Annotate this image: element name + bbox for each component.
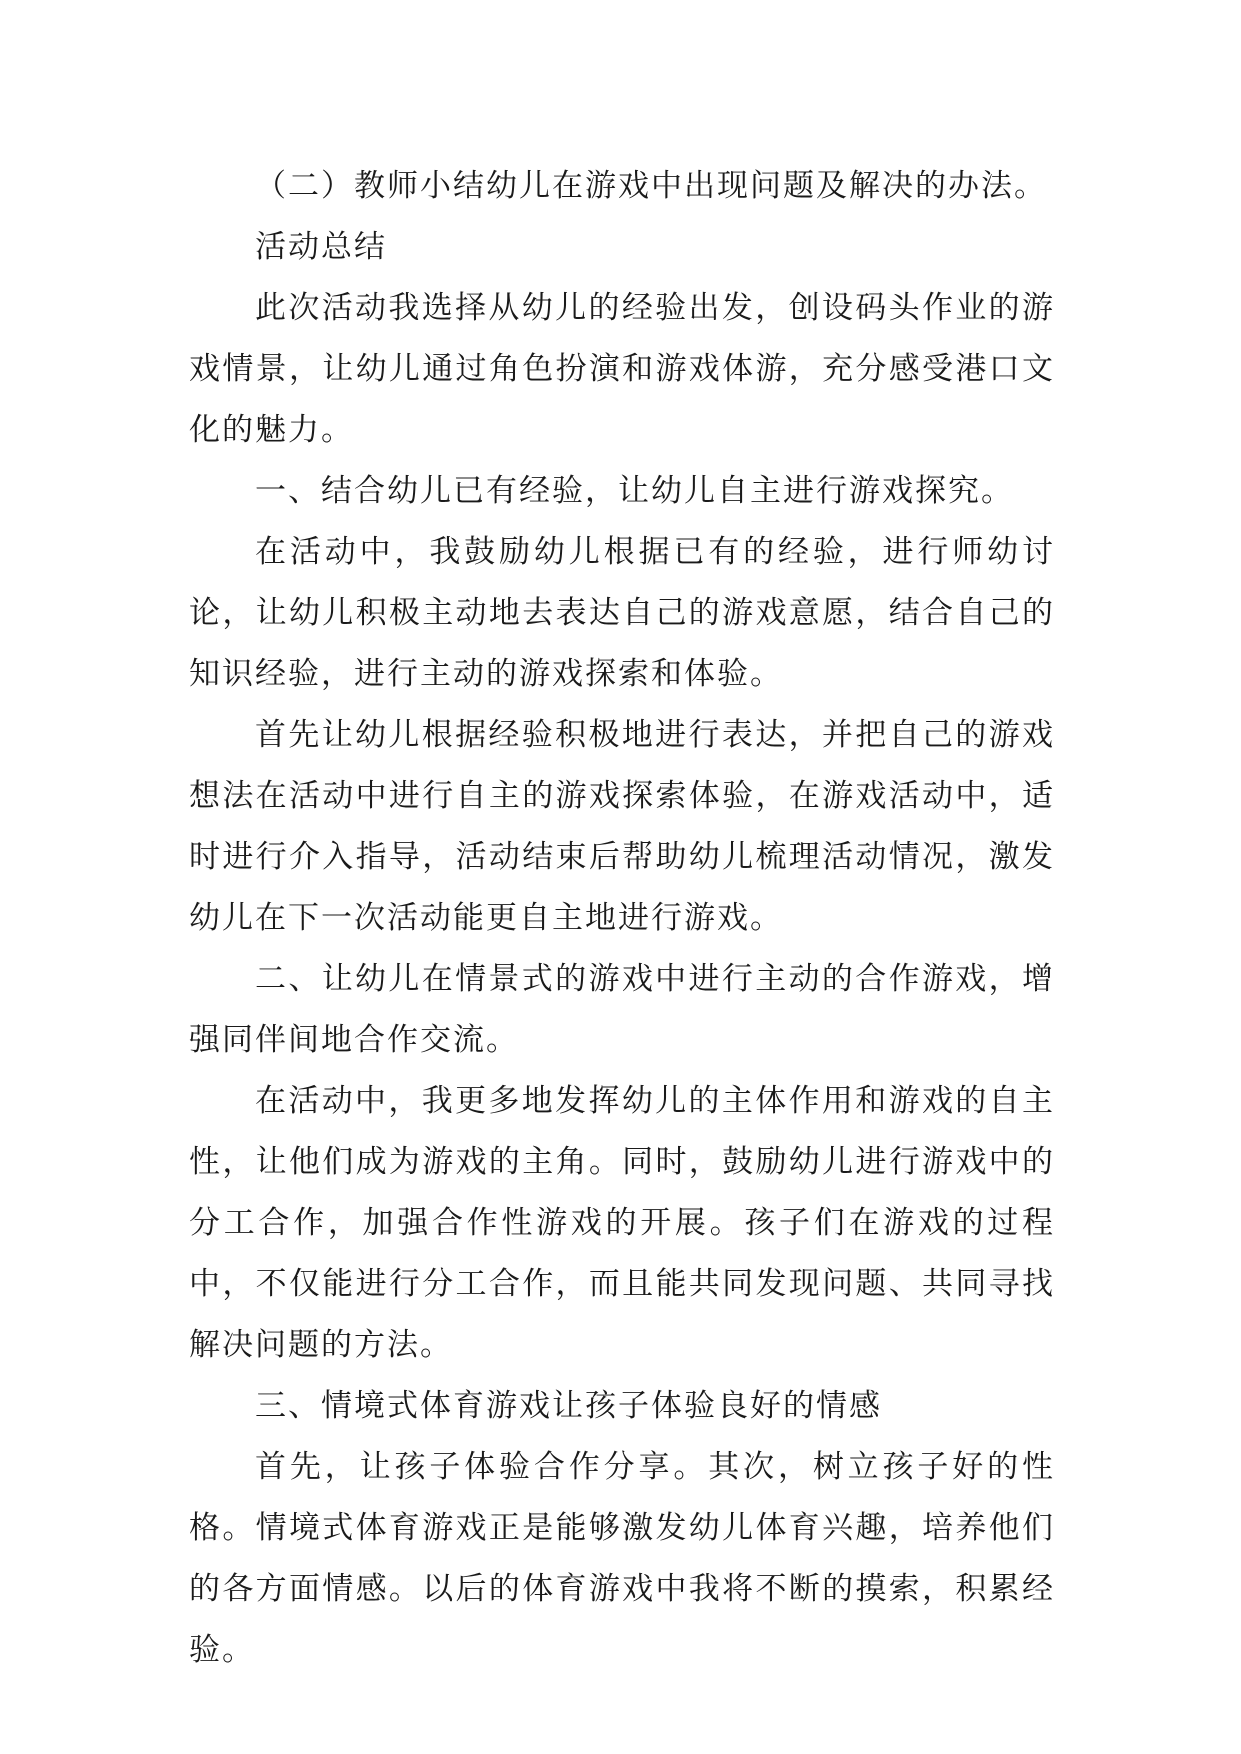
document-body (189, 156, 1055, 1681)
paragraph-point-two: 在活动中，我更多地发挥幼儿的主体作用和游戏的自主性，让他们成为游戏的主角。同时，鼓励幼儿进行游戏中的分工合作，加强合作性游戏的开展。孩子们在游戏的过程中，不仅能进行分工合作，而且能共同发现问题、共同寻找解决问题的方法。 (189, 1083, 1055, 1363)
section-heading-activity-summary: 活动总结 (255, 229, 387, 265)
paragraph-point-one-b: 首先让幼儿根据经验积极地进行表达，并把自己的游戏想法在活动中进行自主的游戏探索体验，在游戏活动中，适时进行介入指导，活动结束后帮助幼儿梳理活动情况，激发幼儿在下一次活动能更自主地进行游戏。 (189, 717, 1055, 936)
paragraph-point-three: 首先，让孩子体验合作分享。其次，树立孩子好的性格。情境式体育游戏正是能够激发幼儿体育兴趣，培养他们的各方面情感。以后的体育游戏中我将不断的摸索，积累经验。 (189, 1449, 1055, 1668)
heading-point-two: 二、让幼儿在情景式的游戏中进行主动的合作游戏，增强同伴间地合作交流。 (189, 961, 1055, 1058)
heading-point-three: 三、情境式体育游戏让孩子体验良好的情感 (255, 1388, 882, 1424)
heading-point-one: 一、结合幼儿已有经验，让幼儿自主进行游戏探究。 (255, 473, 1014, 509)
paragraph-intro: 此次活动我选择从幼儿的经验出发，创设码头作业的游戏情景，让幼儿通过角色扮演和游戏体游，充分感受港口文化的魅力。 (189, 290, 1055, 448)
paragraph-teacher-summary: （二）教师小结幼儿在游戏中出现问题及解决的办法。 (255, 168, 1047, 204)
paragraph-point-one-a: 在活动中，我鼓励幼儿根据已有的经验，进行师幼讨论，让幼儿积极主动地去表达自己的游戏意愿，结合自己的知识经验，进行主动的游戏探索和体验。 (189, 534, 1055, 692)
